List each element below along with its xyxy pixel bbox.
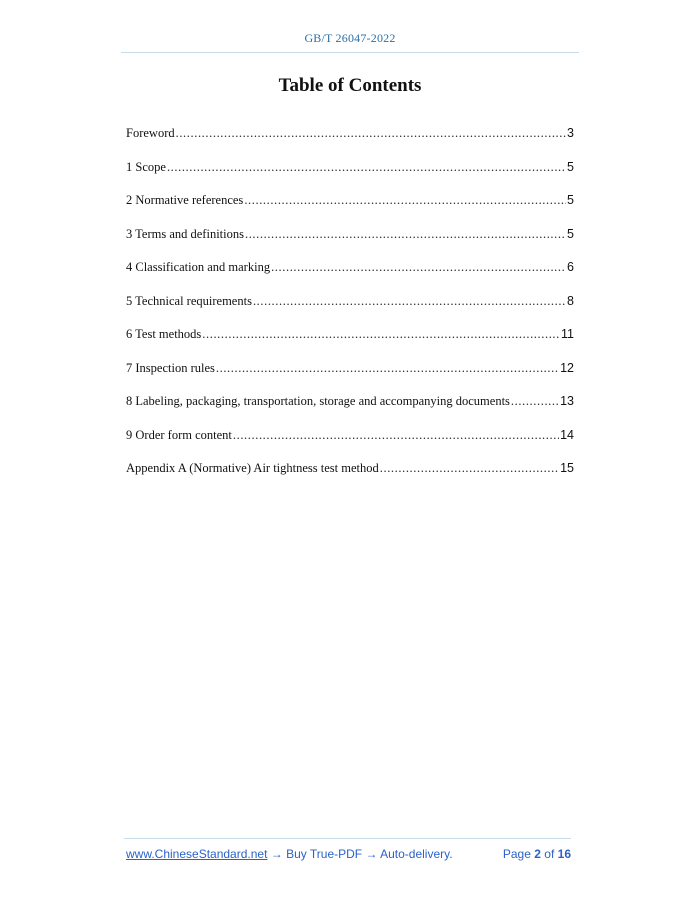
toc-entry-normative-references[interactable] (126, 193, 574, 227)
toc-entry-page: 13 (560, 394, 574, 408)
toc-leader-dots (253, 294, 566, 309)
toc-entry-label: 6 Test methods (126, 327, 202, 341)
toc-entry-order-form-content[interactable] (126, 428, 574, 462)
toc-leader-dots (244, 193, 566, 208)
toc-entry-page: 12 (560, 360, 574, 375)
table-of-contents (126, 126, 574, 495)
toc-leader-dots (167, 160, 566, 175)
toc-entry-test-methods[interactable] (126, 327, 574, 361)
toc-entry-page: 8 (567, 293, 574, 308)
toc-entry-page: 5 (567, 226, 574, 241)
toc-entry-label: 5 Technical requirements (126, 293, 252, 308)
toc-leader-dots (176, 126, 566, 141)
document-code-header: GB/T 26047-2022 (304, 31, 396, 45)
toc-entry-foreword[interactable] (126, 126, 574, 160)
toc-entry-label: Appendix A (Normative) Air tightness test method (126, 461, 379, 475)
toc-entry-page: 11 (561, 327, 574, 341)
toc-leader-dots (271, 260, 566, 275)
toc-entry-inspection-rules[interactable] (126, 361, 574, 395)
toc-entry-label: 3 Terms and definitions (126, 226, 244, 241)
toc-leader-dots (202, 327, 560, 342)
toc-entry-label: Foreword (126, 126, 175, 140)
toc-entry-page: 3 (567, 126, 574, 140)
page-indicator (503, 847, 571, 861)
toc-entry-label: 9 Order form content (126, 427, 232, 442)
toc-entry-page: 6 (567, 260, 574, 274)
footer-promo (126, 847, 453, 861)
of-word: of (544, 847, 555, 861)
toc-entry-page: 14 (560, 427, 574, 442)
page-word: Page (502, 847, 531, 861)
website-link[interactable]: www.ChineseStandard.net (126, 847, 268, 861)
toc-entry-label: 4 Classification and marking (126, 260, 271, 274)
toc-leader-dots (233, 428, 559, 443)
toc-entry-technical-requirements[interactable] (126, 294, 574, 328)
total-page-count: 16 (557, 847, 571, 861)
toc-leader-dots (216, 361, 559, 376)
toc-entry-label: 2 Normative references (126, 193, 244, 207)
toc-entry-terms-definitions[interactable] (126, 227, 574, 261)
current-page-number: 2 (534, 847, 541, 861)
toc-entry-labeling-packaging[interactable] (126, 394, 574, 428)
footer-divider (124, 838, 571, 839)
toc-entry-page: 5 (567, 159, 574, 174)
header-divider (121, 52, 579, 53)
toc-leader-dots (511, 394, 559, 409)
toc-entry-page: 5 (567, 193, 574, 207)
toc-leader-dots (380, 461, 559, 476)
toc-entry-label: 7 Inspection rules (126, 360, 215, 375)
toc-entry-appendix-a[interactable] (126, 461, 574, 495)
toc-entry-page: 15 (560, 461, 574, 475)
page-title: Table of Contents (278, 75, 422, 96)
footer-tagline: → Buy True-PDF → Auto-delivery. (267, 847, 453, 861)
toc-leader-dots (245, 227, 566, 242)
toc-entry-scope[interactable] (126, 160, 574, 194)
toc-entry-classification-marking[interactable] (126, 260, 574, 294)
toc-entry-label: 1 Scope (126, 159, 166, 174)
toc-entry-label: 8 Labeling, packaging, transportation, storage and accompanying documents (126, 394, 510, 408)
page-footer (126, 847, 571, 861)
